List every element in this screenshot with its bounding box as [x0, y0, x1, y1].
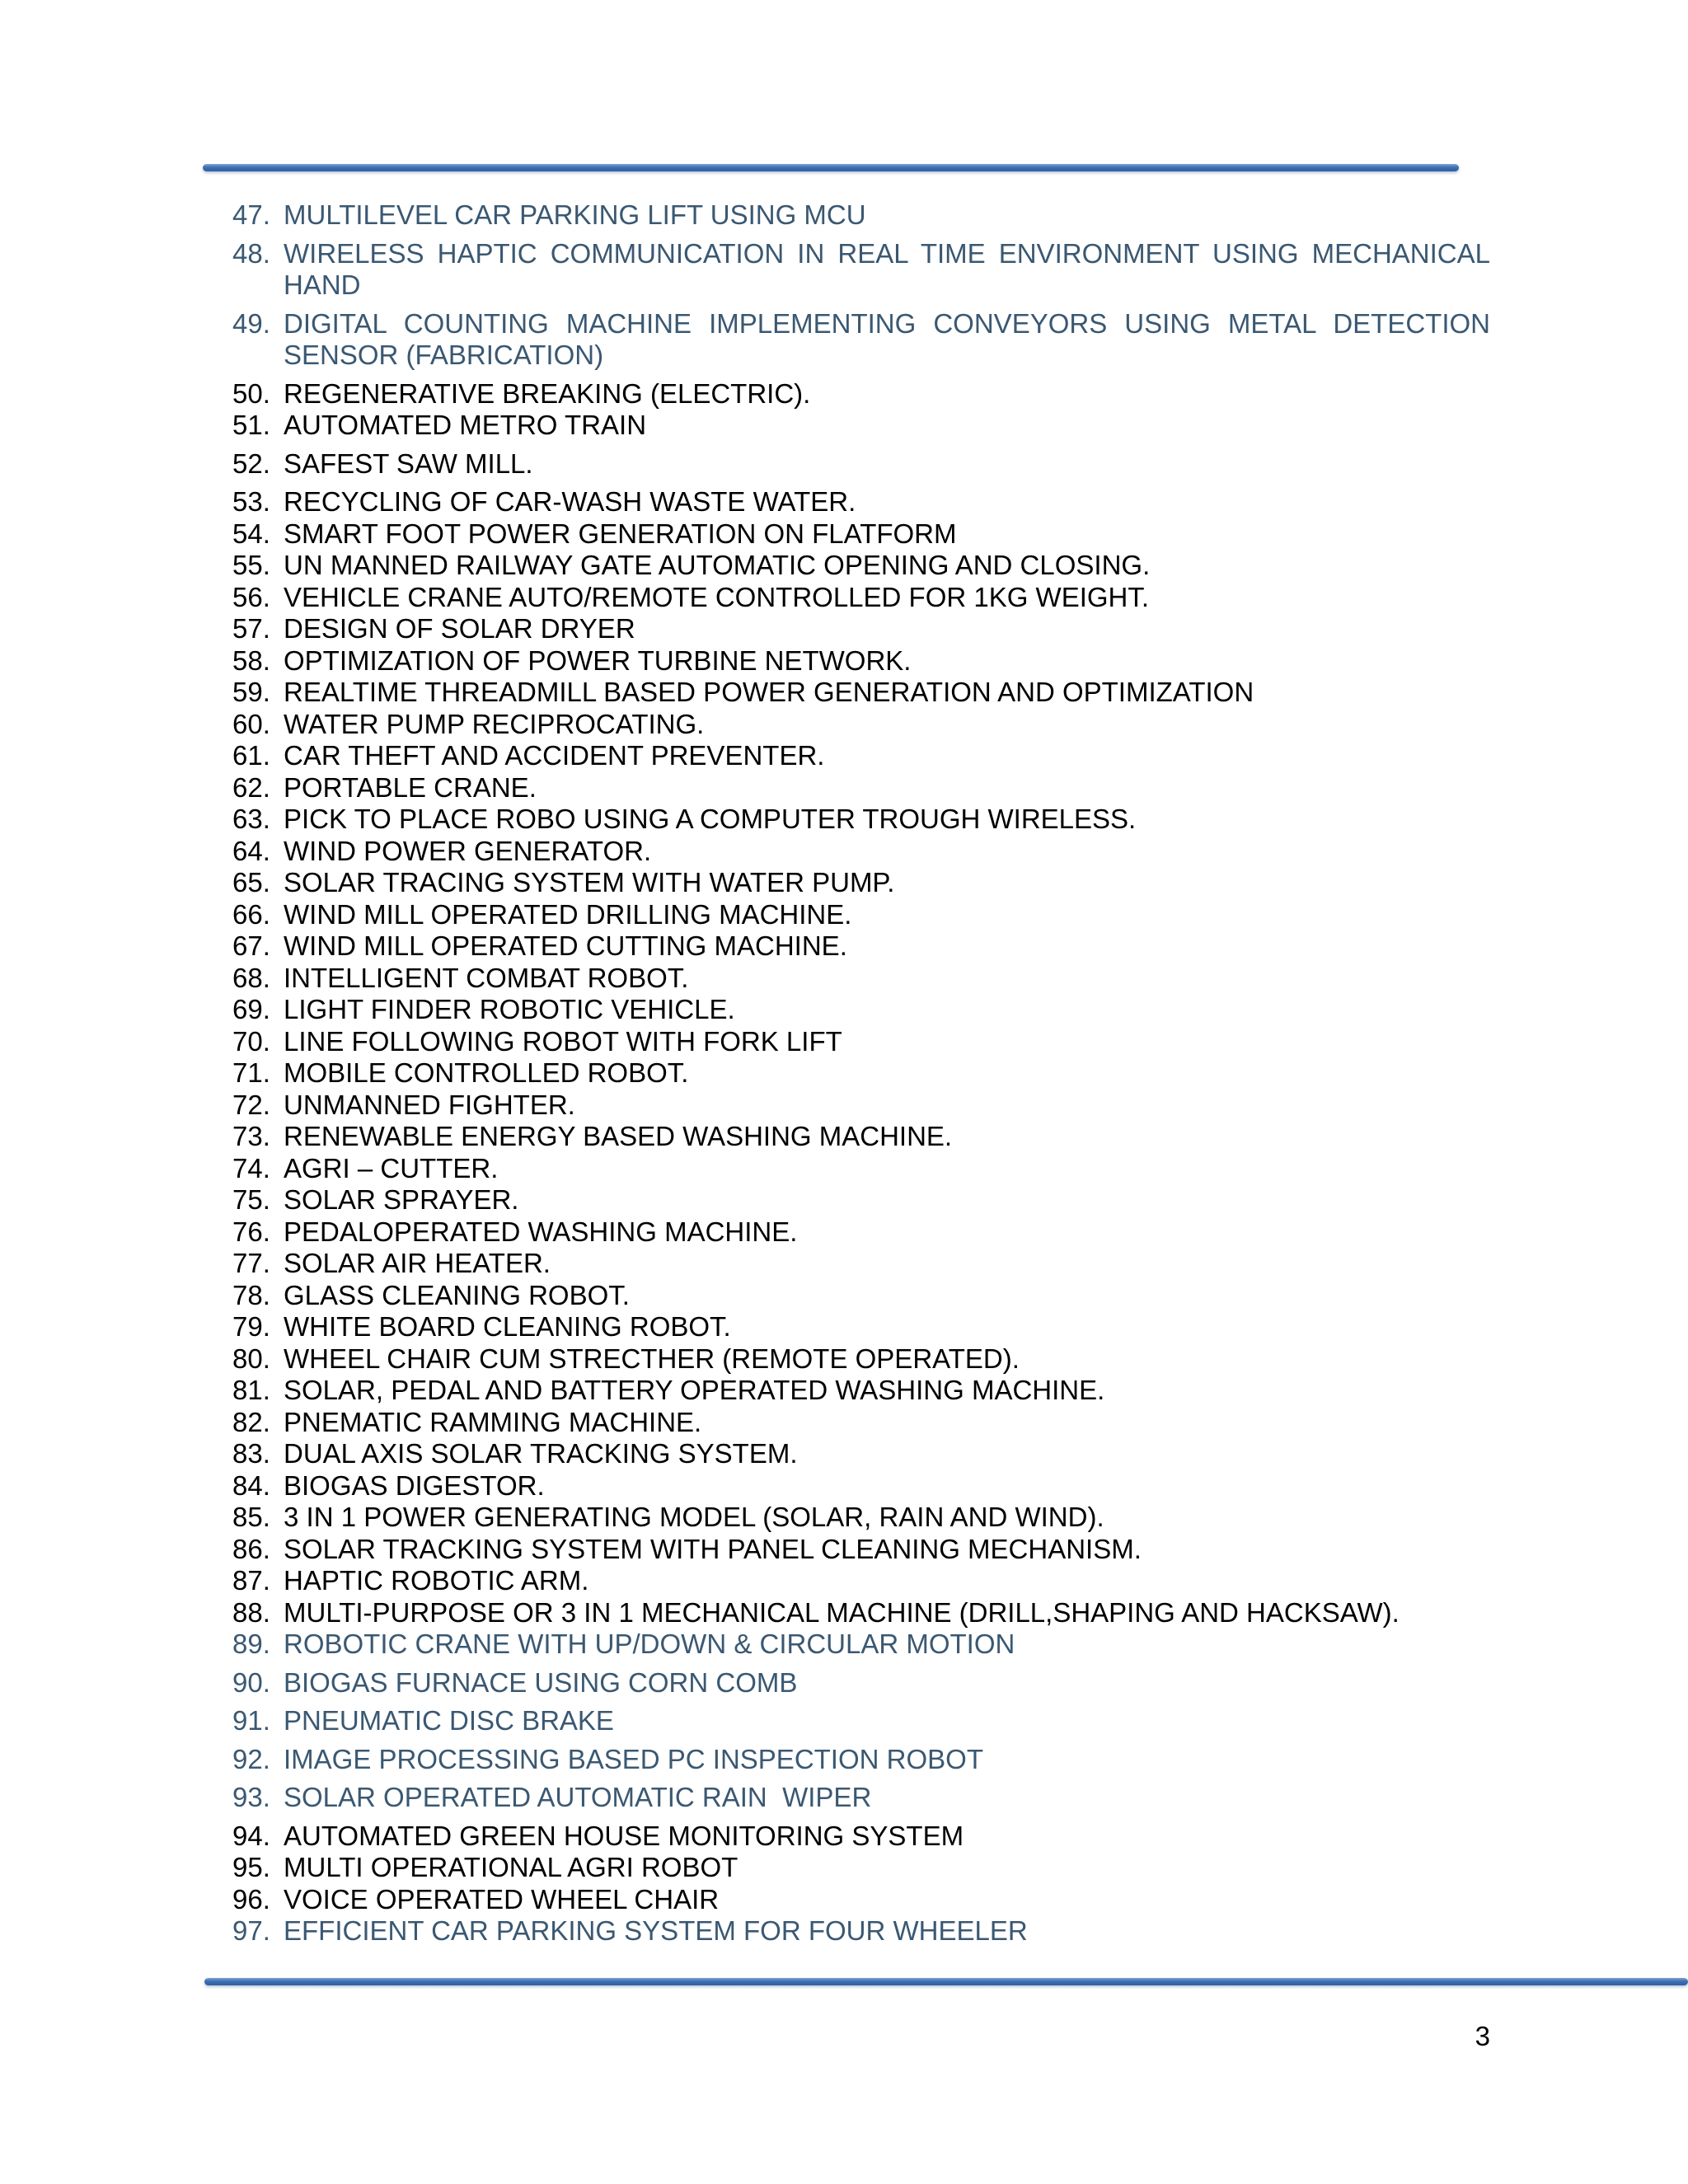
item-text: VEHICLE CRANE AUTO/REMOTE CONTROLLED FOR 1KG WEIGHT.: [284, 581, 1150, 612]
item-text: BIOGAS DIGESTOR.: [284, 1469, 545, 1501]
item-text: SOLAR TRACING SYSTEM WITH WATER PUMP.: [284, 867, 895, 898]
item-text: REALTIME THREADMILL BASED POWER GENERATION AND OPTIMIZATION: [284, 677, 1254, 707]
list-item: [232, 1280, 1490, 1312]
item-text: AUTOMATED METRO TRAIN: [284, 410, 647, 440]
list-item: [232, 709, 1490, 741]
item-number: 88.: [232, 1596, 270, 1628]
item-number: 57.: [232, 613, 270, 644]
item-number: 73.: [232, 1121, 270, 1151]
item-text: RENEWABLE ENERGY BASED WASHING MACHINE.: [284, 1121, 953, 1151]
item-number: 84.: [232, 1469, 270, 1501]
list-item: [232, 1438, 1490, 1470]
list-item: [232, 1407, 1490, 1439]
item-number: 74.: [232, 1152, 270, 1183]
list-item: [232, 550, 1490, 582]
header-rule: [203, 164, 1459, 171]
item-text: LIGHT FINDER ROBOTIC VEHICLE.: [284, 994, 735, 1024]
list-item: [232, 836, 1490, 868]
item-text: SOLAR OPERATED AUTOMATIC RAIN WIPER: [284, 1782, 872, 1812]
list-item: [232, 1629, 1490, 1661]
item-number: 52.: [232, 448, 270, 479]
item-text: PNEUMATIC DISC BRAKE: [284, 1705, 614, 1736]
list-item: [232, 772, 1490, 804]
list-item: [232, 518, 1490, 551]
item-number: 62.: [232, 771, 270, 803]
item-text: IMAGE PROCESSING BASED PC INSPECTION ROBOT: [284, 1743, 983, 1774]
item-number: 95.: [232, 1852, 270, 1882]
item-number: 54.: [232, 518, 270, 549]
list-item: [232, 486, 1490, 518]
list-item: [232, 1884, 1490, 1916]
list-item: [232, 1705, 1490, 1737]
footer-rule: [204, 1978, 1688, 1985]
item-number: 77.: [232, 1248, 270, 1278]
item-text: VOICE OPERATED WHEEL CHAIR: [284, 1883, 720, 1915]
item-text: LINE FOLLOWING ROBOT WITH FORK LIFT: [284, 1025, 842, 1057]
list-item: [232, 1153, 1490, 1185]
list-item: [232, 1565, 1490, 1597]
list-item: [232, 1343, 1490, 1376]
list-item: [232, 613, 1490, 645]
item-text: GLASS CLEANING ROBOT.: [284, 1279, 630, 1310]
item-number: 79.: [232, 1311, 270, 1342]
item-text: WATER PUMP RECIPROCATING.: [284, 708, 705, 739]
list-item: [232, 307, 1498, 372]
item-text: CAR THEFT AND ACCIDENT PREVENTER.: [284, 740, 825, 771]
item-number: 66.: [232, 898, 270, 930]
item-text: SOLAR SPRAYER.: [284, 1184, 519, 1215]
item-text: WIND MILL OPERATED DRILLING MACHINE.: [284, 898, 852, 930]
item-number: 72.: [232, 1089, 270, 1120]
item-text: INTELLIGENT COMBAT ROBOT.: [284, 962, 689, 993]
item-number: 96.: [232, 1883, 270, 1915]
item-text: BIOGAS FURNACE USING CORN COMB: [284, 1666, 798, 1698]
item-number: 71.: [232, 1057, 270, 1088]
list-item: [232, 1821, 1490, 1853]
item-text: PEDALOPERATED WASHING MACHINE.: [284, 1216, 798, 1247]
item-number: 94.: [232, 1820, 270, 1851]
item-text: MOBILE CONTROLLED ROBOT.: [284, 1057, 689, 1088]
list-item: [232, 448, 1490, 480]
list-item: [232, 237, 1498, 302]
item-number: 48.: [232, 237, 270, 269]
item-text: PORTABLE CRANE.: [284, 771, 537, 803]
item-number: 75.: [232, 1184, 270, 1215]
item-number: 67.: [232, 930, 270, 961]
item-number: 51.: [232, 410, 270, 440]
list-item: [232, 867, 1490, 899]
item-number: 47.: [232, 199, 270, 230]
item-number: 78.: [232, 1279, 270, 1310]
list-item: [232, 963, 1490, 995]
item-text: DESIGN OF SOLAR DRYER: [284, 613, 635, 644]
list-item: [232, 1026, 1490, 1058]
list-item: [232, 1597, 1490, 1629]
item-text: DIGITAL COUNTING MACHINE IMPLEMENTING CONVEYORS USING METAL DETECTION SENSOR (FABRICATION): [284, 307, 1498, 370]
list-item: [232, 1502, 1490, 1534]
list-item: [232, 645, 1490, 677]
item-text: ROBOTIC CRANE WITH UP/DOWN & CIRCULAR MOTION: [284, 1629, 1015, 1659]
item-text: WIND MILL OPERATED CUTTING MACHINE.: [284, 930, 847, 961]
item-number: 65.: [232, 867, 270, 898]
item-text: PNEMATIC RAMMING MACHINE.: [284, 1406, 702, 1437]
item-number: 93.: [232, 1782, 270, 1812]
item-text: AGRI – CUTTER.: [284, 1152, 499, 1183]
item-number: 92.: [232, 1743, 270, 1774]
item-number: 61.: [232, 740, 270, 771]
list-item: [232, 677, 1490, 709]
item-text: HAPTIC ROBOTIC ARM.: [284, 1565, 589, 1596]
item-text: SOLAR AIR HEATER.: [284, 1248, 551, 1278]
item-text: MULTILEVEL CAR PARKING LIFT USING MCU: [284, 199, 866, 230]
item-number: 56.: [232, 581, 270, 612]
item-text: WIRELESS HAPTIC COMMUNICATION IN REAL TIME ENVIRONMENT USING MECHANICAL HAND: [284, 237, 1498, 300]
list-item: [232, 740, 1490, 772]
item-text: SOLAR, PEDAL AND BATTERY OPERATED WASHING MACHINE.: [284, 1375, 1105, 1405]
list-item: [232, 804, 1490, 836]
item-text: WIND POWER GENERATOR.: [284, 835, 652, 866]
item-text: OPTIMIZATION OF POWER TURBINE NETWORK.: [284, 644, 912, 676]
list-item: [232, 199, 1490, 232]
list-item: [232, 1852, 1490, 1884]
item-text: SOLAR TRACKING SYSTEM WITH PANEL CLEANING MECHANISM.: [284, 1533, 1142, 1564]
list-item: [232, 1375, 1490, 1407]
item-number: 90.: [232, 1666, 270, 1698]
item-text: UNMANNED FIGHTER.: [284, 1089, 575, 1120]
item-number: 97.: [232, 1915, 270, 1946]
item-number: 59.: [232, 677, 270, 707]
item-text: WHITE BOARD CLEANING ROBOT.: [284, 1311, 731, 1342]
item-number: 89.: [232, 1629, 270, 1659]
item-number: 86.: [232, 1533, 270, 1564]
list-item: [232, 582, 1490, 614]
list-item: [232, 378, 1490, 410]
item-number: 63.: [232, 804, 270, 834]
item-text: MULTI OPERATIONAL AGRI ROBOT: [284, 1852, 738, 1882]
item-number: 76.: [232, 1216, 270, 1247]
item-number: 82.: [232, 1406, 270, 1437]
item-number: 55.: [232, 550, 270, 580]
item-text: EFFICIENT CAR PARKING SYSTEM FOR FOUR WHEELER: [284, 1915, 1028, 1946]
list-item: [232, 994, 1490, 1026]
item-text: MULTI-PURPOSE OR 3 IN 1 MECHANICAL MACHINE (DRILL,SHAPING AND HACKSAW).: [284, 1596, 1400, 1628]
list-item: [232, 410, 1490, 442]
list-item: [232, 1782, 1490, 1814]
item-number: 49.: [232, 307, 270, 339]
item-number: 68.: [232, 962, 270, 993]
item-number: 81.: [232, 1375, 270, 1405]
item-number: 87.: [232, 1565, 270, 1596]
item-text: SAFEST SAW MILL.: [284, 448, 533, 479]
list-item: [232, 1744, 1490, 1776]
project-list: [232, 199, 1498, 1947]
item-text: REGENERATIVE BREAKING (ELECTRIC).: [284, 377, 811, 409]
item-number: 60.: [232, 708, 270, 739]
list-item: [232, 1090, 1490, 1122]
item-text: UN MANNED RAILWAY GATE AUTOMATIC OPENING AND CLOSING.: [284, 550, 1151, 580]
item-number: 70.: [232, 1025, 270, 1057]
item-number: 85.: [232, 1502, 270, 1532]
list-item: [232, 1915, 1490, 1947]
item-number: 83.: [232, 1438, 270, 1469]
item-text: DUAL AXIS SOLAR TRACKING SYSTEM.: [284, 1438, 798, 1469]
list-item: [232, 1216, 1490, 1249]
page-number: 3: [1475, 2021, 1490, 2051]
item-text: 3 IN 1 POWER GENERATING MODEL (SOLAR, RAIN AND WIND).: [284, 1502, 1104, 1532]
list-item: [232, 1534, 1490, 1566]
item-number: 58.: [232, 644, 270, 676]
list-item: [232, 1057, 1490, 1090]
item-number: 80.: [232, 1343, 270, 1374]
list-item: [232, 1311, 1490, 1343]
list-item: [232, 1470, 1490, 1502]
list-item: [232, 1667, 1490, 1699]
item-text: AUTOMATED GREEN HOUSE MONITORING SYSTEM: [284, 1820, 964, 1851]
item-number: 50.: [232, 377, 270, 409]
item-text: SMART FOOT POWER GENERATION ON FLATFORM: [284, 518, 957, 549]
item-text: PICK TO PLACE ROBO USING A COMPUTER TROUGH WIRELESS.: [284, 804, 1137, 834]
item-number: 53.: [232, 486, 270, 517]
list-item: [232, 1121, 1490, 1153]
item-number: 69.: [232, 994, 270, 1024]
list-item: [232, 930, 1490, 963]
list-item: [232, 1184, 1490, 1216]
item-text: WHEEL CHAIR CUM STRECTHER (REMOTE OPERATED).: [284, 1343, 1020, 1374]
list-item: [232, 899, 1490, 931]
list-item: [232, 1248, 1490, 1280]
item-number: 91.: [232, 1705, 270, 1736]
item-text: RECYCLING OF CAR-WASH WASTE WATER.: [284, 486, 856, 517]
item-number: 64.: [232, 835, 270, 866]
